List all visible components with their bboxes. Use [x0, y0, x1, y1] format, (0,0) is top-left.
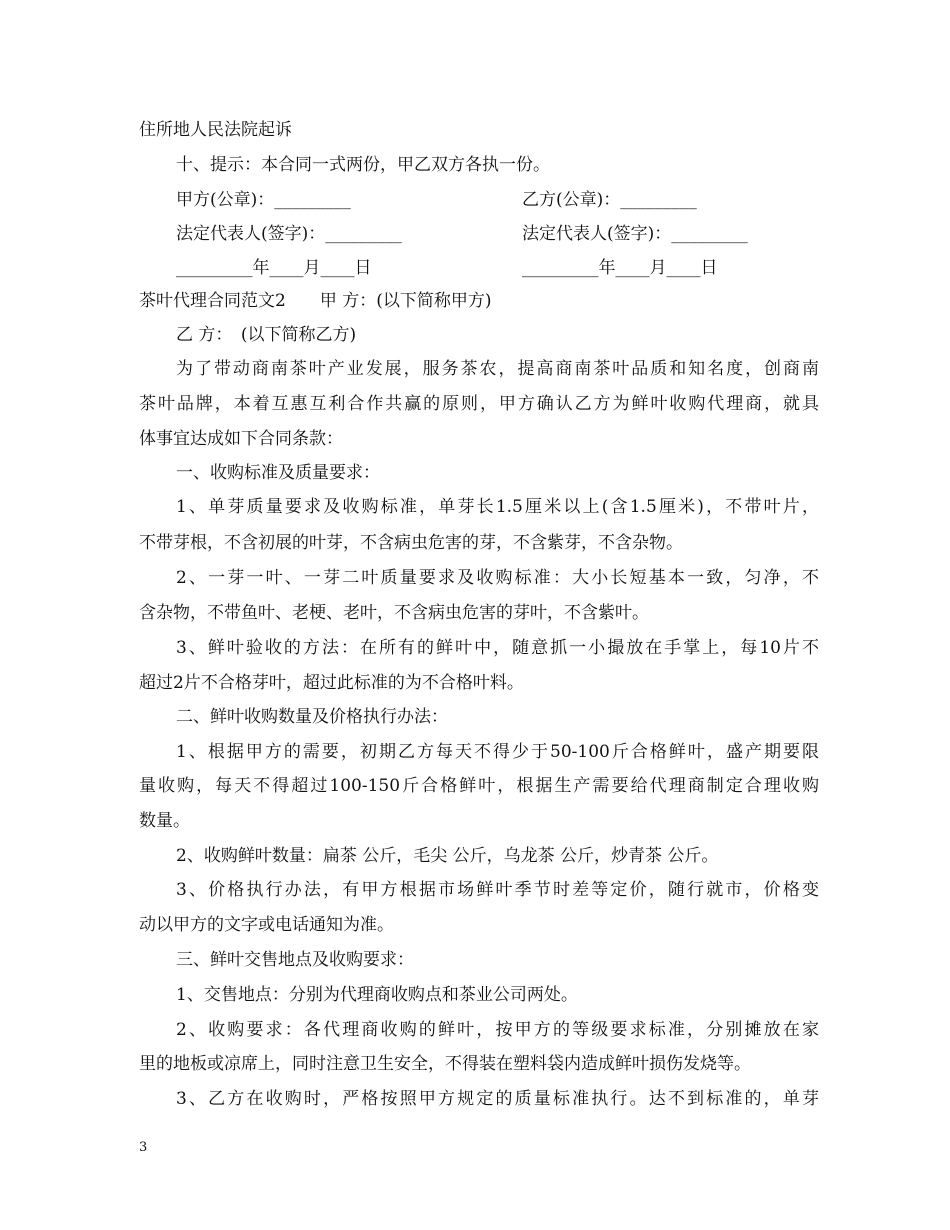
party-b-date-line: _________年____月____日 — [522, 258, 718, 278]
party-a-seal-line: 甲方(公章)：_________ — [176, 190, 351, 210]
party-b-seal-line: 乙方(公章)：_________ — [522, 190, 697, 210]
page-number: 3 — [139, 1140, 148, 1155]
text-line: 量收购，每天不得超过100-150斤合格鲜叶，根据生产需要给代理商制定合理收购 — [139, 776, 819, 796]
text-line: 2、收购要求：各代理商收购的鲜叶，按甲方的等级要求标准，分别摊放在家 — [176, 1020, 819, 1040]
party-b-representative-line: 法定代表人(签字)：_________ — [522, 224, 748, 244]
party-a-date-line: _________年____月____日 — [176, 258, 372, 278]
text-line: 乙 方： (以下简称乙方) — [176, 325, 357, 345]
text-line: 数量。 — [139, 811, 190, 831]
text-line: 动以甲方的文字或电话通知为准。 — [139, 915, 394, 935]
text-line: 为了带动商南茶叶产业发展，服务茶农，提高商南茶叶品质和知名度，创商南 — [176, 359, 819, 379]
text-line: 含杂物，不带鱼叶、老梗、老叶，不含病虫危害的芽叶，不含紫叶。 — [139, 603, 649, 623]
clause-heading: 一、收购标准及质量要求： — [176, 463, 380, 483]
clause-heading: 二、鲜叶收购数量及价格执行办法： — [176, 707, 448, 727]
text-line: 超过2片不合格芽叶，超过此标准的为不合格叶料。 — [139, 673, 524, 693]
text-line: 1、单芽质量要求及收购标准，单芽长1.5厘米以上(含1.5厘米)，不带叶片， — [176, 497, 819, 517]
section-title: 茶叶代理合同范文2 甲 方：(以下简称甲方) — [139, 291, 492, 311]
text-line: 2、一芽一叶、一芽二叶质量要求及收购标准：大小长短基本一致，匀净，不 — [176, 568, 819, 588]
text-line: 2、收购鲜叶数量：扁茶 公斤，毛尖 公斤，乌龙茶 公斤，炒青茶 公斤。 — [176, 846, 719, 866]
text-line: 3、乙方在收购时，严格按照甲方规定的质量标准执行。达不到标准的，单芽 — [176, 1089, 819, 1109]
text-line: 1、交售地点：分别为代理商收购点和茶业公司两处。 — [176, 985, 578, 1005]
text-line: 里的地板或凉席上，同时注意卫生安全，不得装在塑料袋内造成鲜叶损伤发烧等。 — [139, 1054, 751, 1074]
clause-heading: 三、鲜叶交售地点及收购要求： — [176, 950, 414, 970]
text-line: 体事宜达成如下合同条款： — [139, 429, 343, 449]
text-line: 十、提示：本合同一式两份，甲乙双方各执一份。 — [176, 155, 550, 175]
text-line: 住所地人民法院起诉 — [139, 120, 292, 140]
party-a-representative-line: 法定代表人(签字)：_________ — [176, 224, 402, 244]
text-line: 茶叶品牌，本着互惠互利合作共赢的原则，甲方确认乙方为鲜叶收购代理商，就具 — [139, 394, 819, 414]
text-line: 1、根据甲方的需要，初期乙方每天不得少于50-100斤合格鲜叶，盛产期要限 — [176, 742, 819, 762]
text-line: 不带芽根，不含初展的叶芽，不含病虫危害的芽，不含紫芽，不含杂物。 — [139, 533, 683, 553]
text-line: 3、鲜叶验收的方法：在所有的鲜叶中，随意抓一小撮放在手掌上，每10片不 — [176, 638, 819, 658]
text-line: 3、价格执行办法，有甲方根据市场鲜叶季节时差等定价，随行就市，价格变 — [176, 880, 819, 900]
